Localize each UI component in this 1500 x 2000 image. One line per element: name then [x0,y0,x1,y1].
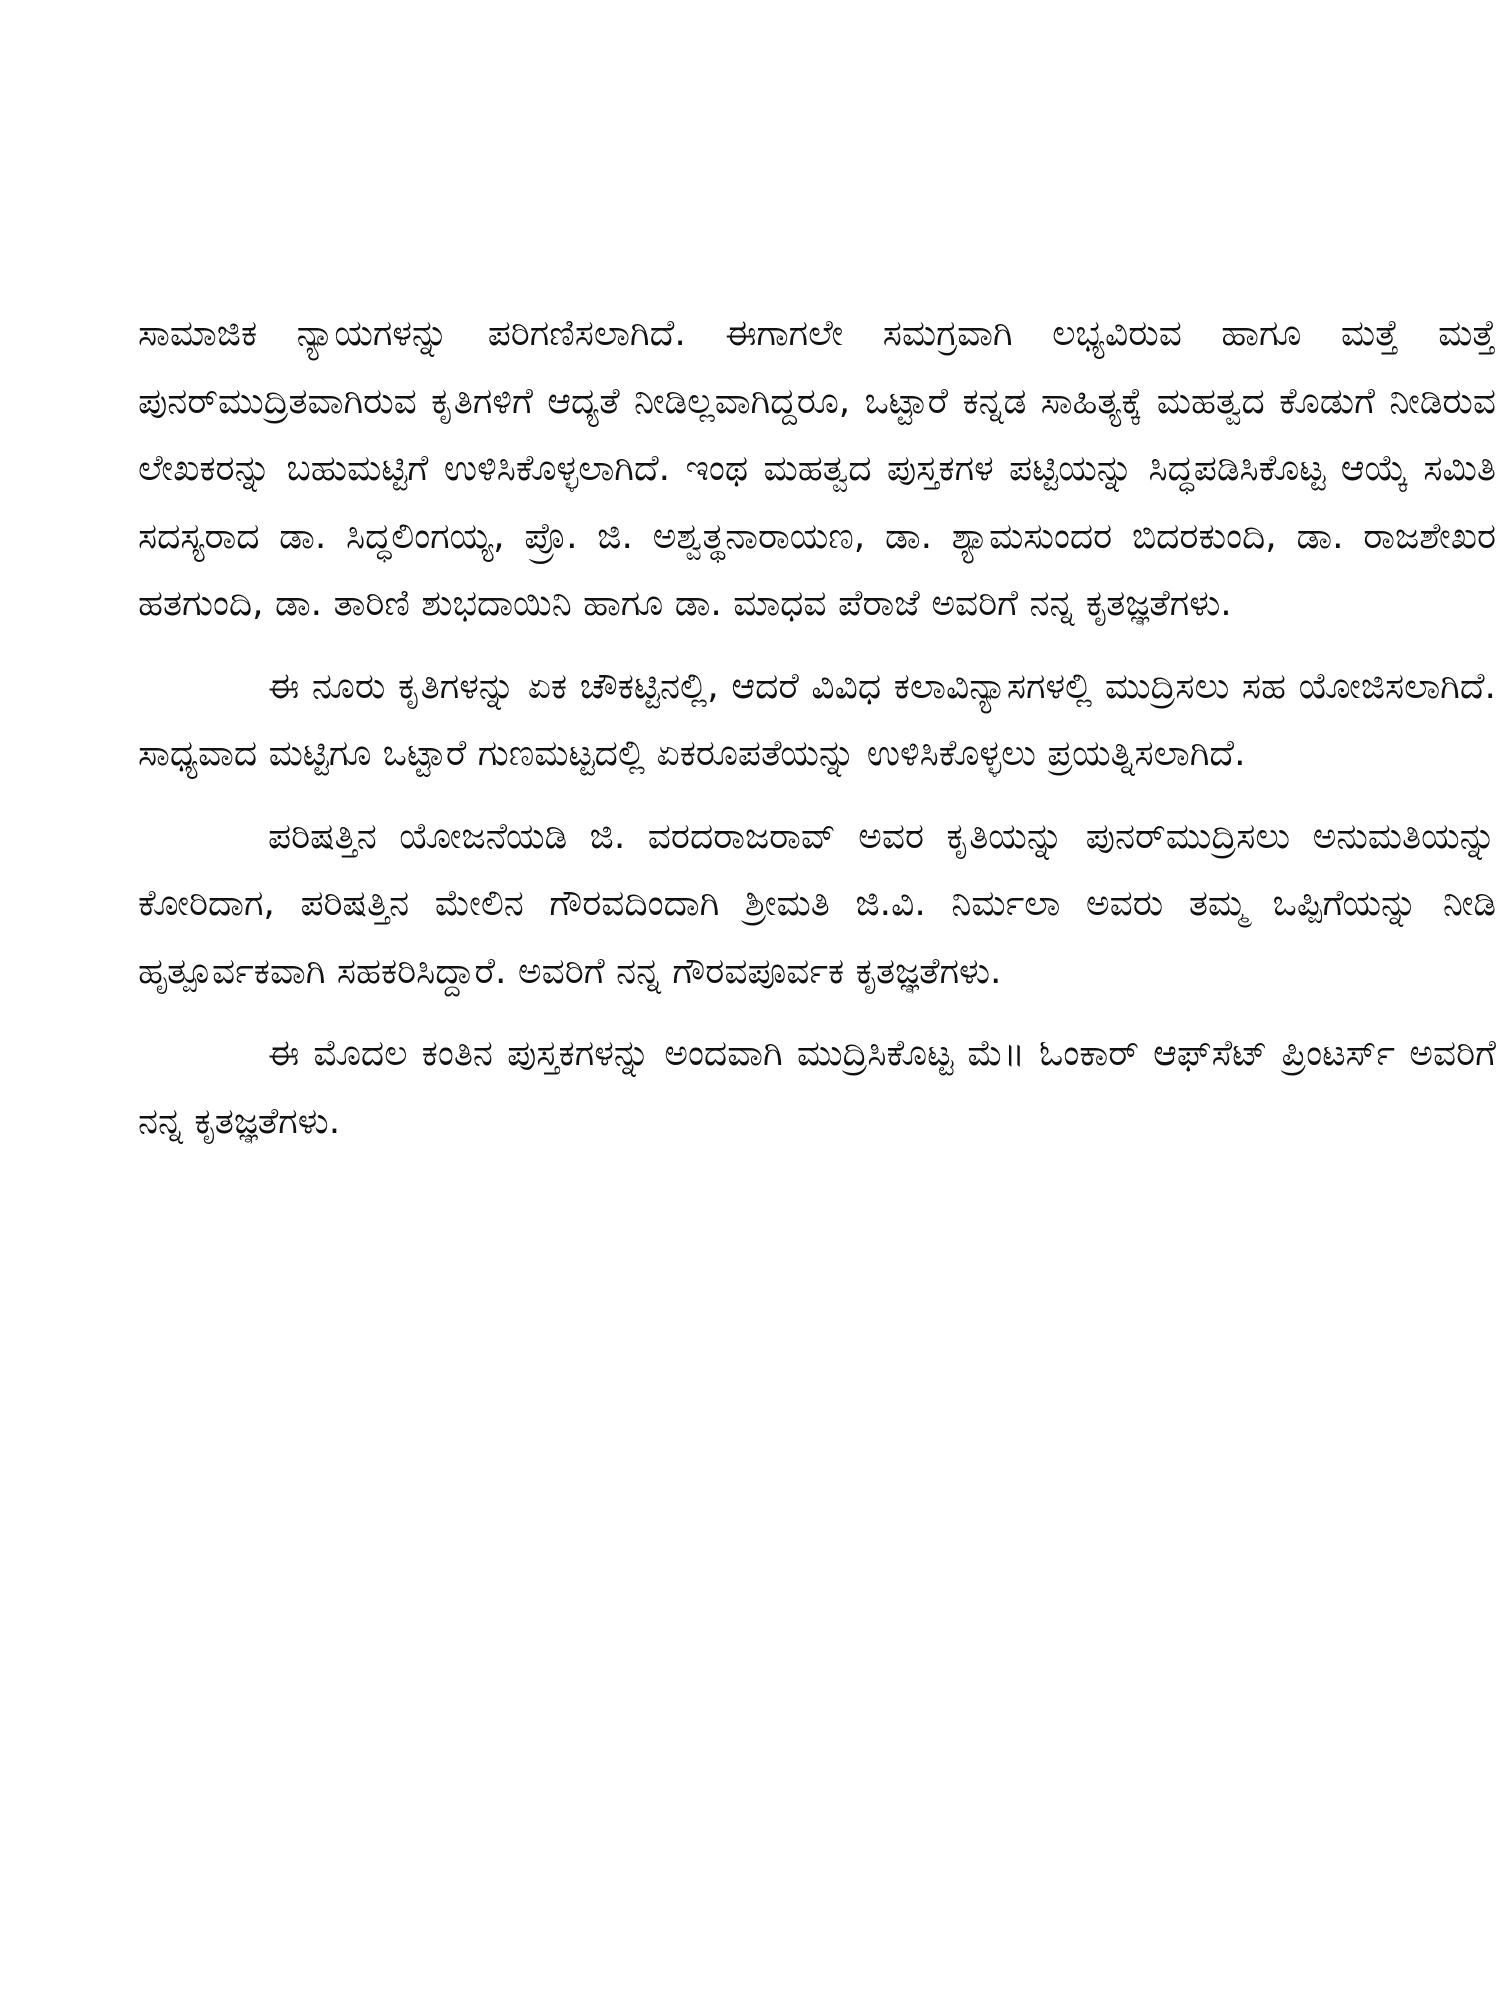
paragraph-printer-thanks: ಈ ಮೊದಲ ಕಂತಿನ ಪುಸ್ತಕಗಳನ್ನು ಅಂದವಾಗಿ ಮುದ್ರಿಸಿಕೊಟ್ಟ ಮೆ॥ ಓಂಕಾರ್ ಆಫ್‌ಸೆಟ್ ಪ್ರಿಂಟರ್ಸ್ ಅವರಿಗೆ ನನ್ನ ಕೃತಜ್ಞತೆಗಳು. [138,1033,1496,1142]
body-text [138,300,1496,1155]
paragraph-reprint-permission: ಪರಿಷತ್ತಿನ ಯೋಜನೆಯಡಿ ಜಿ. ವರದರಾಜರಾವ್ ಅವರ ಕೃತಿಯನ್ನು ಪುನರ್‌ಮುದ್ರಿಸಲು ಅನುಮತಿಯನ್ನು ಕೋರಿದಾಗ, ಪರಿಷತ್ತಿನ ಮೇಲಿನ ಗೌರವದಿಂದಾಗಿ ಶ್ರೀಮತಿ ಜಿ.ವಿ. ನಿರ್ಮಲಾ ಅವರು ತಮ್ಮ ಒಪ್ಪಿಗೆಯನ್ನು ನೀಡಿ ಹೃತ್ಪೂರ್ವಕವಾಗಿ ಸಹಕರಿಸಿದ್ದಾರೆ. ಅವರಿಗೆ ನನ್ನ ಗೌರವಪೂರ್ವಕ ಕೃತಜ್ಞತೆಗಳು. [138,815,1496,992]
paragraph-printing-plan: ಈ ನೂರು ಕೃತಿಗಳನ್ನು ಏಕ ಚೌಕಟ್ಟಿನಲ್ಲಿ, ಆದರೆ ವಿವಿಧ ಕಲಾವಿನ್ಯಾಸಗಳಲ್ಲಿ ಮುದ್ರಿಸಲು ಸಹ ಯೋಜಿಸಲಾಗಿದೆ. ಸಾಧ್ಯವಾದ ಮಟ್ಟಿಗೂ ಒಟ್ಟಾರೆ ಗುಣಮಟ್ಟದಲ್ಲಿ ಏಕರೂಪತೆಯನ್ನು ಉಳಿಸಿಕೊಳ್ಳಲು ಪ್ರಯತ್ನಿಸಲಾಗಿದೆ. [138,665,1496,774]
paragraph-selection-committee: ಸಾಮಾಜಿಕ ನ್ಯಾಯಗಳನ್ನು ಪರಿಗಣಿಸಲಾಗಿದೆ. ಈಗಾಗಲೇ ಸಮಗ್ರವಾಗಿ ಲಭ್ಯವಿರುವ ಹಾಗೂ ಮತ್ತೆ ಮತ್ತೆ ಪುನರ್‌ಮುದ್ರಿತವಾಗಿರುವ ಕೃತಿಗಳಿಗೆ ಆದ್ಯತೆ ನೀಡಿಲ್ಲವಾಗಿದ್ದರೂ, ಒಟ್ಟಾರೆ ಕನ್ನಡ ಸಾಹಿತ್ಯಕ್ಕೆ ಮಹತ್ವದ ಕೊಡುಗೆ ನೀಡಿರುವ ಲೇಖಕರನ್ನು ಬಹುಮಟ್ಟಿಗೆ ಉಳಿಸಿಕೊಳ್ಳಲಾಗಿದೆ. ಇಂಥ ಮಹತ್ವದ ಪುಸ್ತಕಗಳ ಪಟ್ಟಿಯನ್ನು ಸಿದ್ಧಪಡಿಸಿಕೊಟ್ಟ ಆಯ್ಕೆ ಸಮಿತಿ ಸದಸ್ಯರಾದ ಡಾ. ಸಿದ್ಧಲಿಂಗಯ್ಯ, ಪ್ರೊ. ಜಿ. ಅಶ್ವತ್ಥನಾರಾಯಣ, ಡಾ. ಶ್ಯಾಮಸುಂದರ ಬಿದರಕುಂದಿ, ಡಾ. ರಾಜಶೇಖರ ಹತಗುಂದಿ, ಡಾ. ತಾರಿಣಿ ಶುಭದಾಯಿನಿ ಹಾಗೂ ಡಾ. ಮಾಧವ ಪೆರಾಜೆ ಅವರಿಗೆ ನನ್ನ ಕೃತಜ್ಞತೆಗಳು. [138,313,1496,624]
